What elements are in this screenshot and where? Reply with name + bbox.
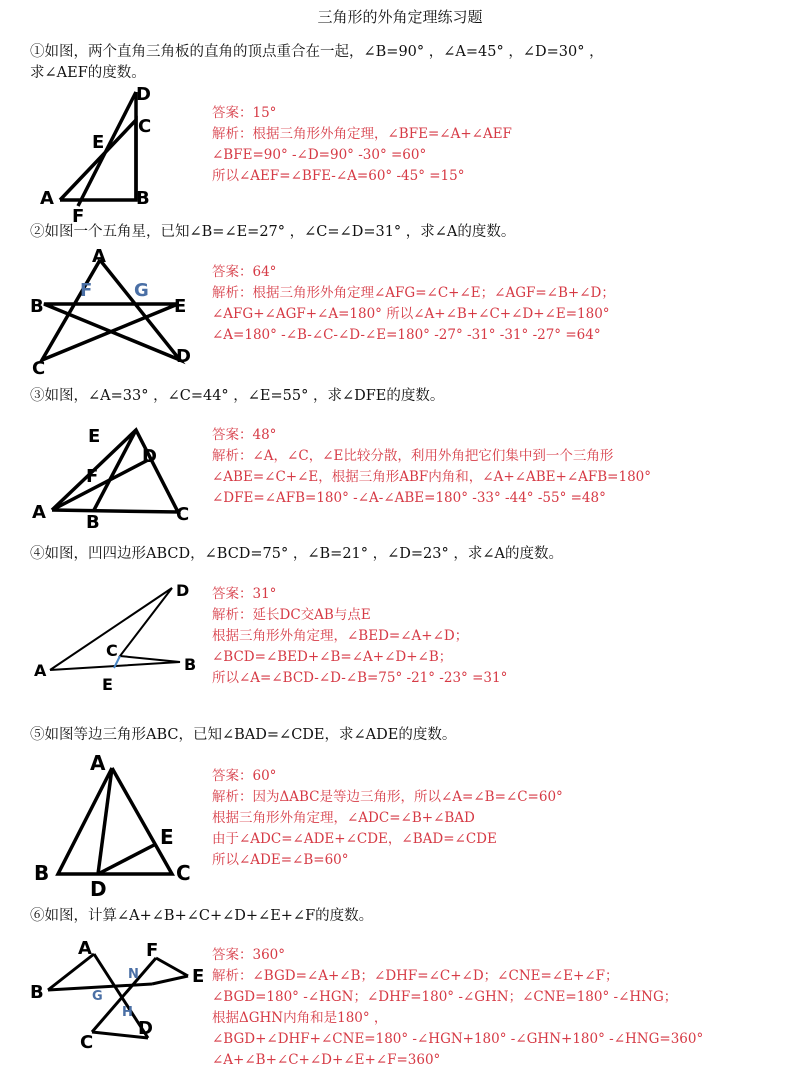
label-b: B	[30, 296, 44, 317]
label-f: F	[146, 940, 159, 961]
problem-2-answer	[212, 262, 615, 346]
problem-3-question	[30, 386, 444, 407]
label-c: C	[176, 861, 191, 885]
label-b: B	[30, 982, 44, 1003]
label-c: C	[106, 641, 118, 660]
label-f: F	[86, 466, 99, 487]
label-c: C	[138, 116, 152, 137]
question-line: ④如图，凹四边形ABCD，∠BCD=75° ，∠B=21° ，∠D=23° ，求∠A的度数。	[30, 546, 563, 562]
segment-ad	[52, 460, 148, 510]
label-d: D	[136, 84, 151, 105]
answer-line: 答案：31°	[212, 586, 277, 602]
problem-5-question	[30, 725, 456, 746]
problem-2-question	[30, 222, 515, 243]
label-a: A	[32, 502, 46, 523]
answer-line: ∠BFE=90° -∠D=90° -30° =60°	[212, 147, 427, 163]
label-d: D	[142, 446, 157, 467]
answer-line: 解析：延长DC交AB与点E	[212, 607, 371, 623]
answer-line: 所以∠ADE=∠B=60°	[212, 852, 349, 868]
label-d: D	[90, 877, 107, 901]
label-e: E	[102, 675, 113, 694]
answer-line: 答案：15°	[212, 105, 277, 121]
answer-line: 答案：48°	[212, 427, 277, 443]
label-a: A	[92, 246, 106, 267]
label-e: E	[192, 966, 205, 987]
label-g: G	[92, 989, 103, 1004]
answer-line: ∠BGD=180° -∠HGN；∠DHF=180° -∠GHN；∠CNE=180° -∠HNG；	[212, 989, 678, 1005]
answer-line: ∠DFE=∠AFB=180° -∠A-∠ABE=180° -33° -44° -55° =48°	[212, 490, 606, 506]
problem-4-answer	[212, 584, 507, 689]
segment-fe	[156, 958, 188, 976]
answer-line: 根据三角形外角定理，∠BED=∠A+∠D；	[212, 628, 469, 644]
answer-line: 解析：根据三角形外角定理，∠BFE=∠A+∠AEF	[212, 126, 512, 142]
label-a: A	[40, 188, 54, 209]
answer-line: 由于∠ADC=∠ADE+∠CDE，∠BAD=∠CDE	[212, 831, 497, 847]
label-e: E	[174, 296, 187, 317]
label-n: N	[128, 967, 139, 982]
label-e: E	[88, 426, 101, 447]
equilateral-triangle	[58, 768, 172, 874]
answer-line: ∠A=180° -∠B-∠C-∠D-∠E=180° -27° -31° -31° -27° =64°	[212, 327, 601, 343]
answer-line: 所以∠A=∠BCD-∠D-∠B=75° -21° -23° =31°	[212, 670, 508, 686]
label-c: C	[80, 1032, 94, 1053]
problem-1-question	[30, 42, 604, 84]
label-c: C	[176, 504, 190, 525]
problem-1-figure	[30, 82, 170, 227]
label-b: B	[136, 188, 150, 209]
label-b: B	[86, 512, 100, 533]
label-a: A	[90, 751, 106, 775]
answer-line: 根据ΔGHN内角和是180° ，	[212, 1010, 388, 1026]
problem-5-answer	[212, 766, 563, 871]
problem-6-question	[30, 906, 373, 927]
problem-5-figure	[30, 750, 200, 900]
answer-line: 解析：∠A，∠C，∠E比较分散，利用外角把它们集中到一个三角形	[212, 448, 614, 464]
problem-4-figure	[30, 580, 200, 692]
problem-1-answer	[212, 103, 512, 187]
segment-de	[98, 844, 156, 874]
answer-line: 答案：64°	[212, 264, 277, 280]
answer-line: ∠A+∠B+∠C+∠D+∠E+∠F=360°	[212, 1052, 441, 1068]
segment-ba	[48, 954, 94, 990]
label-a: A	[78, 938, 92, 959]
problem-3-answer	[212, 425, 651, 509]
answer-line: 根据三角形外角定理，∠ADC=∠B+∠BAD	[212, 810, 475, 826]
label-f: F	[80, 280, 93, 301]
answer-line: ∠BCD=∠BED+∠B=∠A+∠D+∠B；	[212, 649, 453, 665]
answer-line: 答案：360°	[212, 947, 286, 963]
answer-line: 所以∠AEF=∠BFE-∠A=60° -45° =15°	[212, 168, 465, 184]
answer-line: 解析：∠BGD=∠A+∠B；∠DHF=∠C+∠D；∠CNE=∠E+∠F；	[212, 968, 619, 984]
segment-fd	[78, 92, 136, 206]
answer-line: 解析：根据三角形外角定理∠AFG=∠C+∠E；∠AGF=∠B+∠D；	[212, 285, 615, 301]
label-d: D	[138, 1018, 153, 1039]
problem-6-figure	[30, 938, 210, 1053]
problem-3-figure	[30, 420, 200, 532]
answer-line: ∠BGD+∠DHF+∠CNE=180° -∠HGN+180° -∠GHN+180° -∠HNG=360°	[212, 1031, 704, 1047]
label-b: B	[184, 655, 197, 674]
label-e: E	[160, 825, 174, 849]
question-line: 求∠AEF的度数。	[30, 65, 146, 81]
label-b: B	[34, 861, 50, 885]
answer-line: 答案：60°	[212, 768, 277, 784]
problem-2-figure	[30, 248, 200, 380]
question-line: ②如图一个五角星，已知∠B=∠E=27° ，∠C=∠D=31° ，求∠A的度数。	[30, 224, 516, 240]
label-h: H	[122, 1005, 133, 1020]
question-line: ⑤如图等边三角形ABC，已知∠BAD=∠CDE，求∠ADE的度数。	[30, 727, 457, 743]
question-line: ⑥如图，计算∠A+∠B+∠C+∠D+∠E+∠F的度数。	[30, 908, 374, 924]
problem-4-question	[30, 544, 563, 565]
label-d: D	[176, 346, 191, 367]
label-g: G	[134, 280, 149, 301]
label-e: E	[92, 132, 105, 153]
problem-6-answer	[212, 945, 703, 1071]
label-a: A	[34, 661, 47, 680]
question-line: ①如图，两个直角三角板的直角的顶点重合在一起，∠B=90° ，∠A=45° ，∠D=30° ，	[30, 44, 604, 60]
answer-line: 解析：因为ΔABC是等边三角形，所以∠A=∠B=∠C=60°	[212, 789, 563, 805]
page-title: 三角形的外角定理练习题	[317, 8, 483, 26]
label-c: C	[32, 358, 46, 379]
label-f: F	[72, 206, 85, 227]
question-line: ③如图，∠A=33° ，∠C=44° ，∠E=55° ，求∠DFE的度数。	[30, 388, 445, 404]
label-d: D	[176, 581, 190, 600]
answer-line: ∠AFG+∠AGF+∠A=180° 所以∠A+∠B+∠C+∠D+∠E=180°	[212, 306, 610, 322]
segment-ne	[152, 976, 188, 984]
answer-line: ∠ABE=∠C+∠E，根据三角形ABF内角和，∠A+∠ABE+∠AFB=180°	[212, 469, 652, 485]
pentagram	[42, 260, 180, 360]
